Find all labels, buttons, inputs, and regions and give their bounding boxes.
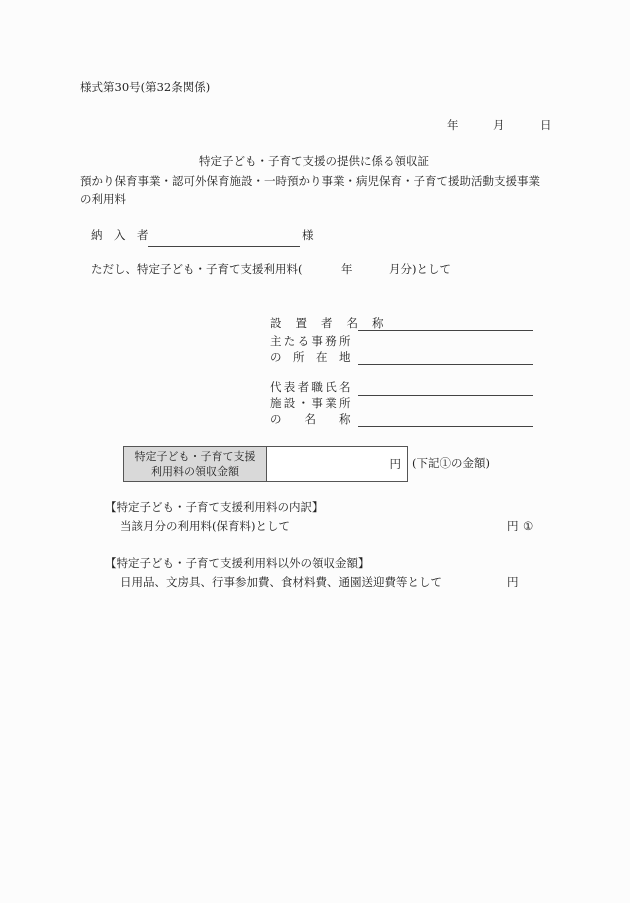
proviso-prefix: ただし、特定子ども・子育て支援利用料( xyxy=(91,262,303,276)
proviso-year-label: 年 xyxy=(341,262,353,276)
receipt-amount-label-cell xyxy=(124,447,267,481)
document-title: 特定子ども・子育て支援の提供に係る領収証 xyxy=(199,154,429,168)
date-month-label: 月 xyxy=(493,118,505,132)
receipt-amount-note: (下記①の金額) xyxy=(412,456,490,470)
date-day-label: 日 xyxy=(540,118,552,132)
receipt-amount-box xyxy=(123,446,408,482)
breakdown-item-marker: ① xyxy=(523,519,534,533)
founder-name-label: 設 置 者 名 称 xyxy=(270,316,389,330)
office-address-field[interactable] xyxy=(358,364,533,365)
receipt-amount-currency: 円 xyxy=(389,457,401,471)
payer-name-field[interactable] xyxy=(148,246,300,247)
payer-suffix: 様 xyxy=(302,228,314,242)
facility-label-line2: の 名 称 xyxy=(270,412,351,426)
breakdown-item-label: 当該月分の利用料(保育料)として xyxy=(120,519,290,533)
receipt-amount-label-line1: 特定子ども・子育て支援 xyxy=(134,450,256,463)
date-year-label: 年 xyxy=(447,118,459,132)
office-label-line1: 主たる事務所 xyxy=(270,334,353,348)
receipt-amount-field[interactable] xyxy=(267,447,407,481)
facility-label-line1: 施設・事業所 xyxy=(270,396,353,410)
payer-label: 納 入 者 xyxy=(91,228,149,242)
proviso-suffix: 月分)として xyxy=(389,262,451,276)
form-number: 様式第30号(第32条関係) xyxy=(80,80,211,94)
breakdown-item-currency: 円 xyxy=(507,519,519,533)
receipt-amount-label-line2: 利用料の領収金額 xyxy=(151,465,239,478)
office-label-line2: の 所 在 地 xyxy=(270,350,351,364)
representative-field[interactable] xyxy=(358,395,533,396)
founder-name-field[interactable] xyxy=(358,330,533,331)
other-fees-item-currency: 円 xyxy=(507,575,519,589)
facility-name-field[interactable] xyxy=(358,426,533,427)
document-subtitle: 預かり保育事業・認可外保育施設・一時預かり事業・病児保育・子育て援助活動支援事業 xyxy=(80,174,540,188)
other-fees-heading: 【特定子ども・子育て支援利用料以外の領収金額】 xyxy=(105,556,370,570)
other-fees-item-label: 日用品、文房具、行事参加費、食材料費、通園送迎費等として xyxy=(120,575,442,589)
document-subtitle-cont: の利用料 xyxy=(80,192,126,206)
representative-label: 代表者職氏名 xyxy=(270,380,353,394)
breakdown-heading: 【特定子ども・子育て支援利用料の内訳】 xyxy=(105,500,324,514)
